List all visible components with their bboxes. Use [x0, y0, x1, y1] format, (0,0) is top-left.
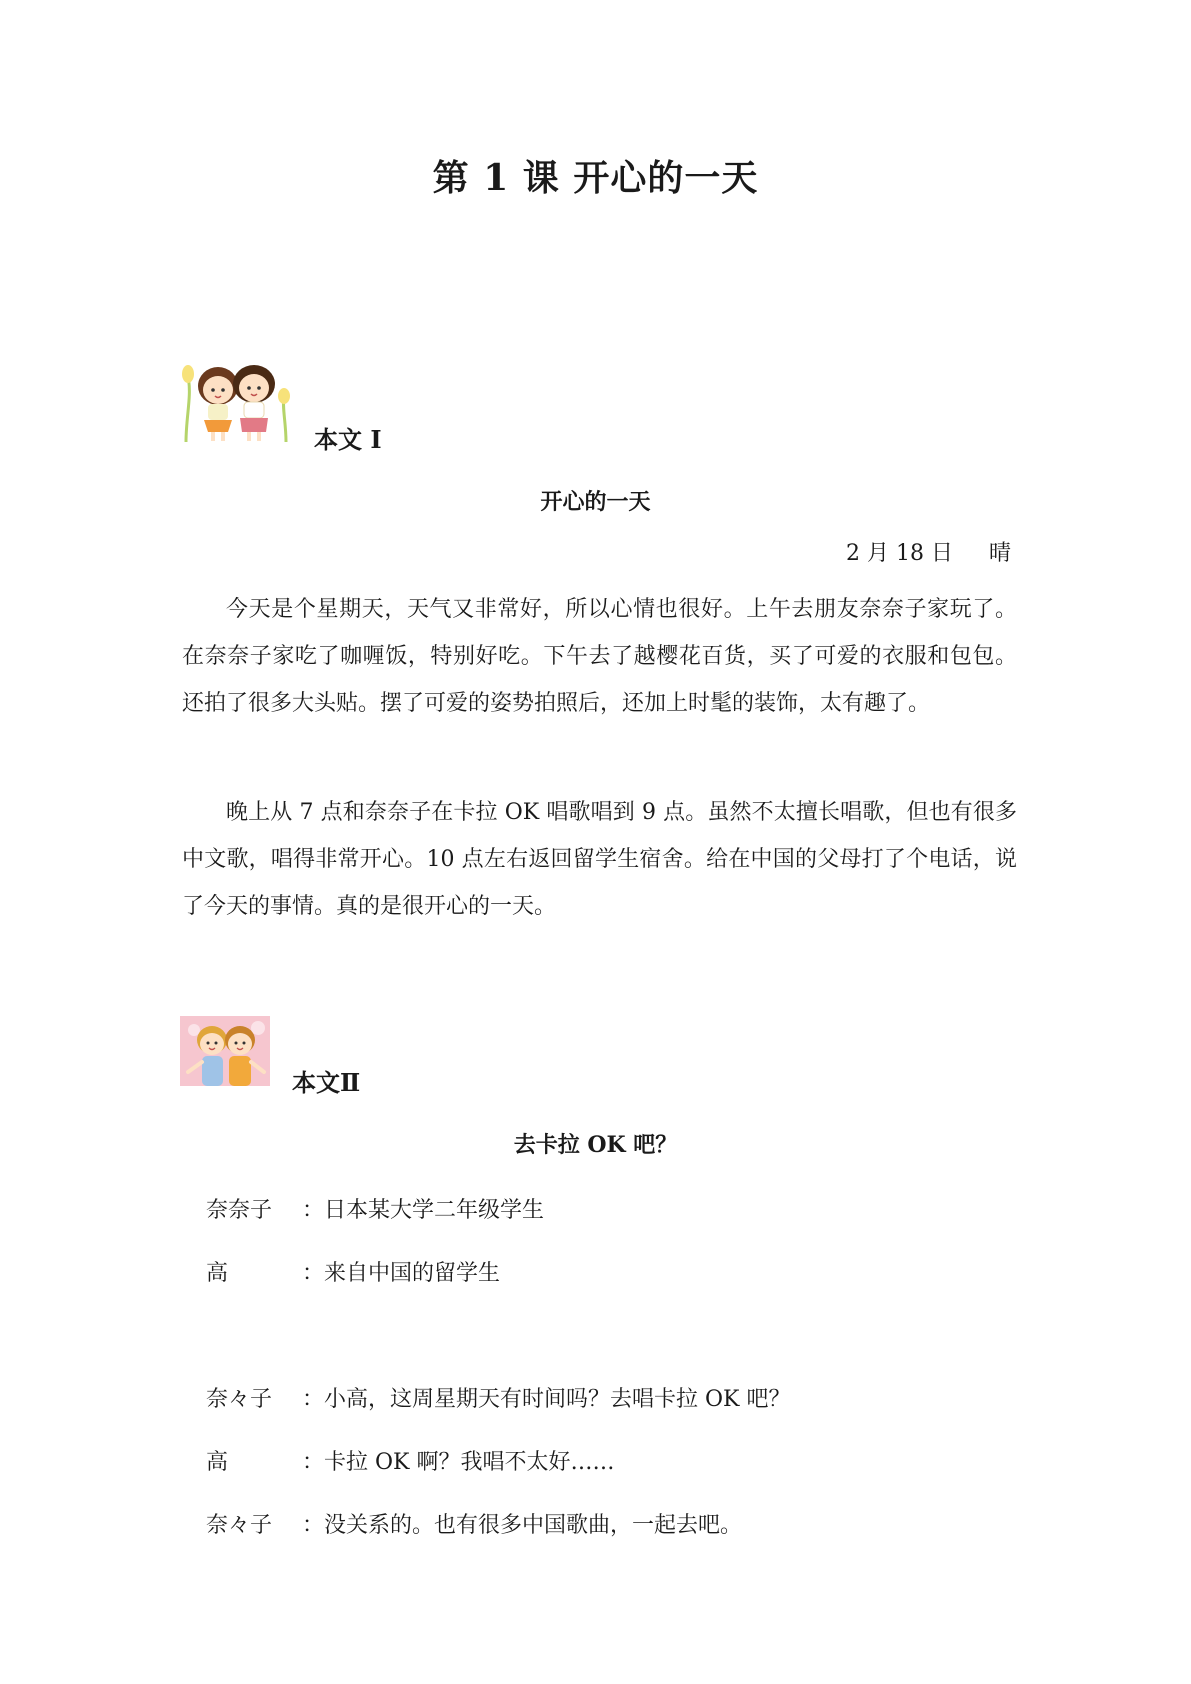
text1-paragraph-2: 晚上从 7 点和奈奈子在卡拉 OK 唱歌唱到 9 点。虽然不太擅长唱歌，但也有很多中文歌，唱得非常开心。10 点左右返回留学生宿舍。给在中国的父母打了个电话，说了今天的事情。真的是很开心的一天。 [182, 800, 1017, 919]
weather-label: 晴 [988, 541, 1011, 566]
speaker-name: 奈奈子 [206, 1198, 273, 1223]
two-boys-illustration [180, 1016, 270, 1086]
speaker-name: 奈々子 [206, 1513, 273, 1538]
character-intro-gao [206, 1256, 500, 1287]
diary-date [846, 536, 1011, 567]
dialogue-text: ：没关系的。也有很多中国歌曲，一起去吧。 [302, 1513, 743, 1538]
page-title: 第 1 课 开心的一天 [432, 157, 759, 199]
text2-heading: 本文Ⅱ [292, 1068, 361, 1097]
character-description: ：来自中国的留学生 [302, 1261, 501, 1286]
date-label: 2 月 18 日 [846, 541, 953, 566]
dialogue-line-2 [206, 1445, 614, 1476]
character-intro-nanako [206, 1193, 544, 1224]
speaker-name: 高 [206, 1261, 229, 1286]
text1-paragraph-1: 今天是个星期天，天气又非常好，所以心情也很好。上午去朋友奈奈子家玩了。在奈奈子家吃了咖喱饭，特别好吃。下午去了越樱花百货，买了可爱的衣服和包包。还拍了很多大头贴。摆了可爱的姿势拍照后，还加上时髦的装饰，太有趣了。 [182, 597, 1017, 716]
two-girls-icon [180, 356, 292, 442]
text1-heading: 本文 I [314, 425, 382, 454]
speaker-name: 高 [206, 1450, 229, 1475]
dialogue-text: ：卡拉 OK 啊？我唱不太好…… [302, 1450, 615, 1475]
two-girls-illustration [180, 356, 292, 442]
speaker-name: 奈々子 [206, 1387, 273, 1412]
dialogue-line-3 [206, 1508, 742, 1539]
two-boys-icon [180, 1016, 270, 1086]
dialogue-text: ：小高，这周星期天有时间吗？去唱卡拉 OK 吧？ [302, 1387, 791, 1412]
character-description: ：日本某大学二年级学生 [302, 1198, 545, 1223]
dialogue-line-1 [206, 1382, 790, 1413]
text1-title: 开心的一天 [540, 489, 651, 515]
text2-title: 去卡拉 OK 吧？ [513, 1132, 678, 1158]
